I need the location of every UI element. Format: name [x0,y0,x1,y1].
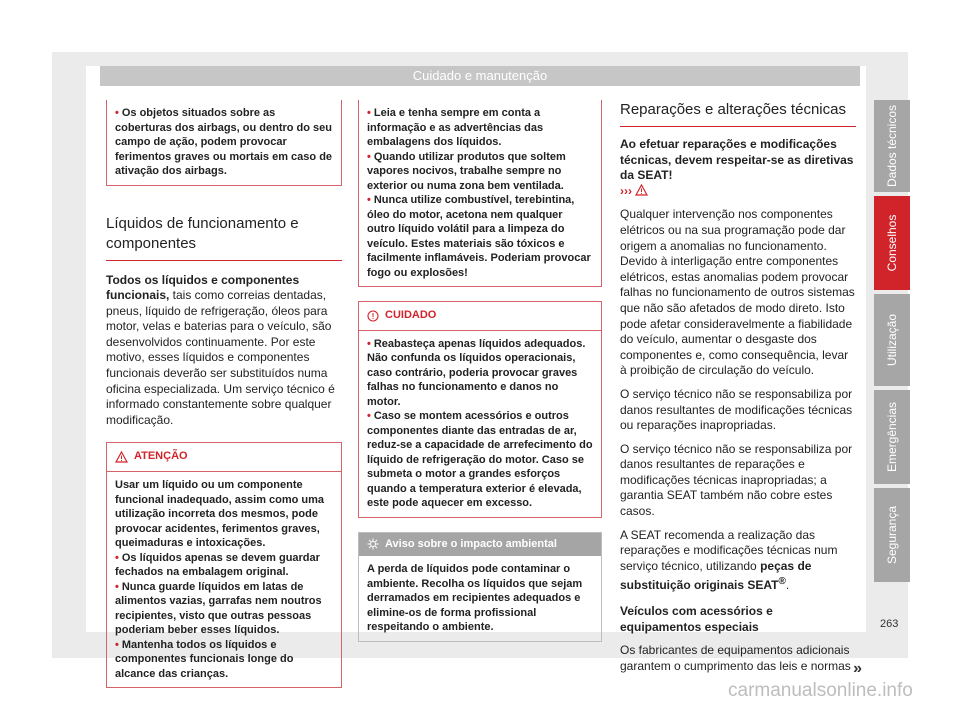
environment-box [358,532,602,642]
tab-label: Emergências [885,401,899,473]
p4-bold: peças de substituição originais SEAT [620,558,812,593]
environment-leaf-icon [367,538,379,550]
atencao-box [106,442,342,688]
repairs-paragraph-2: O serviço técnico não se responsabiliza por danos resultantes de modificações técnicas ou reparações inapropriadas. [620,386,853,433]
p5-text: Os fabricantes de equipamentos adicionais garantem o cumprimento das leis e normas [620,643,851,673]
section-divider [106,260,342,261]
atencao-header [107,443,341,472]
chapter-header: Cuidado e manutenção [100,66,860,86]
tab-utilizacao[interactable] [874,294,910,386]
atencao-bullet-1: Os líquidos apenas se devem guardar fechados na embalagem original. [115,551,320,579]
info-circle-icon [367,310,379,322]
tab-label: Utilização [885,313,899,367]
section-title-fluids: Líquidos de funcionamento e componentes [106,214,299,252]
bullet: • [367,107,371,119]
tab-label: Segurança [885,505,899,565]
intro-text: tais como correias dentadas, pneus, líquido de refrigeração, óleos para motor, velas e baterias para o veículo, são desenvolvidos continuamente. Por este motivo, esses líquidos e componentes funcionais deverão ser substituídos numa oficina especializada. Um serviço técnico é informado constantemente sobre qualquer modificação. [106,288,335,427]
column-middle [358,100,602,642]
bullet: • [115,107,119,119]
p4-end: . [785,578,790,593]
bullet: • [115,551,119,564]
cuidado-bullet-1: Reabasteça apenas líquidos adequados. Não confunda os líquidos operacionais, caso contrário, poderia provocar graves falhas no funcionamento e danos no motor. [367,337,586,408]
p4-text: A SEAT recomenda a realização das reparações e modificações técnicas num serviço técnico, utilizando [620,527,838,573]
column-left [106,106,342,688]
cuidado-bullet-2: Caso se montem acessórios e outros componentes diante das entradas de ar, reduz-se a capacidade de arrefecimento do líquido de refrigeração do motor. Caso se submeta o motor a grandes esforços quando a temperatura exterior é elevada, este pode aquecer em excesso. [367,410,593,510]
warning-continued-box [106,100,342,186]
subsection-title: Veículos com acessórios e equipamentos especiais [620,604,773,634]
atencao-bullet-2: Nunca guarde líquidos em latas de alimentos vazias, garrafas nem noutros recipientes, visto que outras pessoas poderiam beber esses líquidos. [115,580,322,637]
bullet: • [367,150,371,163]
atencao-bullet-3: Mantenha todos os líquidos e componentes funcionais longe do alcance das crianças. [115,638,294,680]
warning-text: Os objetos situados sobre as coberturas dos airbags, ou dentro do seu campo de ação, podem provocar ferimentos graves ou mortais em caso de ativação dos airbags. [115,107,333,177]
box-bullet-2: Quando utilizar produtos que soltem vapores nocivos, trabalhe sempre no exterior ou numa zona bem ventilada. [367,150,566,192]
continue-marker: » [853,659,862,677]
environment-header [359,533,601,557]
tab-seguranca[interactable] [874,488,910,582]
cuidado-header [359,302,601,331]
column-right [620,100,862,682]
environment-label: Aviso sobre o impacto ambiental [385,537,557,550]
registered-mark: ® [778,576,786,588]
box-bullet-1: Leia e tenha sempre em conta a informação e as advertências das embalagens dos líquidos. [367,107,544,148]
section-divider [620,126,856,127]
cuidado-box [358,301,602,518]
section-title-repairs: Reparações e alterações técnicas [620,101,846,118]
watermark: carmanualsonline.info [728,680,913,701]
bullet: • [367,337,371,350]
warning-triangle-icon [115,451,128,463]
more-marker: ››› [620,183,632,198]
atencao-label: ATENÇÃO [134,450,188,463]
intro-bold: Todos os líquidos e componentes funcionais, [106,272,300,303]
bullet: • [367,410,371,423]
environment-text: A perda de líquidos pode contaminar o ambiente. Recolha os líquidos que sejam derramados em recipientes adequados e elimine-os de forma profissional respeitando o ambiente. [367,563,583,634]
cuidado-label: CUIDADO [385,309,437,321]
tab-label: Dados técnicos [885,104,899,188]
repairs-paragraph-5 [620,643,862,677]
lead-bold: Ao efetuar reparações e modificações técnicas, devem respeitar-se as diretivas da SEAT! [620,137,854,183]
fluids-intro [106,273,342,429]
bullet: • [115,580,119,593]
repairs-paragraph-4 [620,528,856,594]
atencao-text: Usar um líquido ou um componente funcional inadequado, assim como uma utilização incorreta dos mesmos, pode provocar acidentes, ferimentos graves, queimaduras e intoxicações. [115,479,325,550]
tab-emergencias[interactable] [874,390,910,484]
box-bullet-3: Nunca utilize combustível, terebintina, óleo do motor, acetona nem qualquer outro líquido volátil para a limpeza do veículo. Estes materiais são tóxicos e facilmente inflamáveis. Poderiam provocar fogo ou explosões! [367,194,591,279]
tab-dados-tecnicos[interactable] [874,100,910,192]
repairs-paragraph-1: Qualquer intervenção nos componentes elétricos ou na sua programação pode dar origem a anomalias no funcionamento. Devido à interligação entre componentes elétricos, estas anomalias podem provocar falhas no funcionamento de outros sistemas que não são afetados de modo direto. Isto pode afetar consideravelmente a fiabilidade do veículo, aumentar o desgaste dos componentes e, como consequência, levar à proibição de circulação do veículo. [620,207,855,378]
bullet: • [367,194,371,206]
page-number: 263 [880,618,899,630]
tab-conselhos[interactable] [874,196,910,290]
warning-triangle-icon [635,184,648,196]
repairs-lead [620,137,856,199]
bullet: • [115,638,119,651]
tab-label: Conselhos [885,214,899,272]
warning-continued-box-2 [358,100,602,287]
repairs-paragraph-3: O serviço técnico não se responsabiliza por danos resultantes de reparações e modificações técnicas inapropriadas; a garantia SEAT também não cobre estes casos. [620,441,853,519]
